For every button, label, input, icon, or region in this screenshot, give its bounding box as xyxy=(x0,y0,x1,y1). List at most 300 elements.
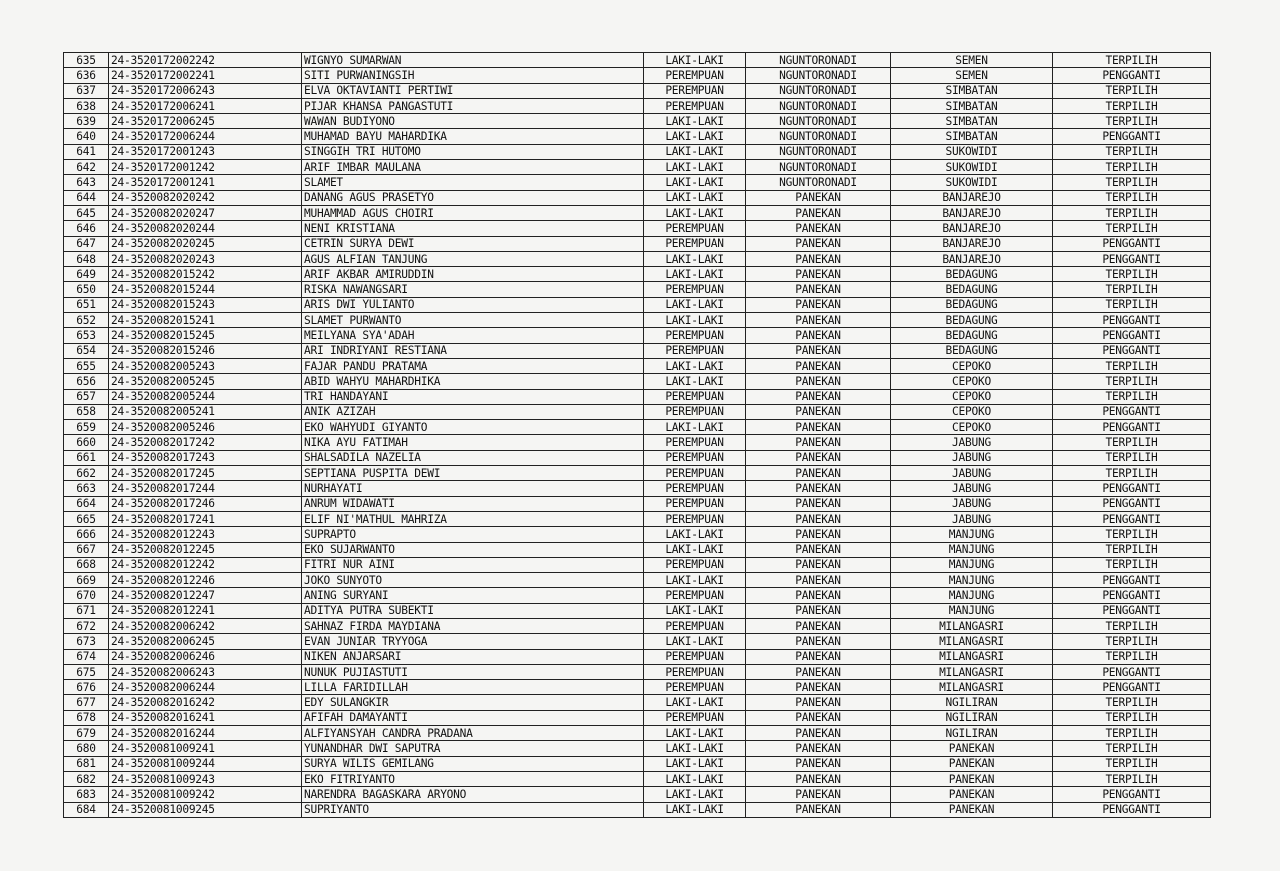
desa-cell: BEDAGUNG xyxy=(891,267,1053,282)
table-row xyxy=(64,420,1211,435)
row-number-cell: 676 xyxy=(64,680,109,695)
participant-name-cell: LILLA FARIDILLAH xyxy=(302,680,644,695)
selection-status-cell: TERPILIH xyxy=(1053,160,1211,175)
kecamatan-cell: NGUNTORONADI xyxy=(746,175,891,190)
gender-cell: LAKI-LAKI xyxy=(644,267,746,282)
gender-cell: PEREMPUAN xyxy=(644,588,746,603)
participant-name-cell: SUPRIYANTO xyxy=(302,802,644,817)
gender-cell: PEREMPUAN xyxy=(644,618,746,633)
participant-name-cell: NURHAYATI xyxy=(302,481,644,496)
desa-cell: BANJAREJO xyxy=(891,236,1053,251)
selection-status-cell: PENGGANTI xyxy=(1053,404,1211,419)
participant-id-cell: 24-3520172002241 xyxy=(109,68,302,83)
row-number-cell: 638 xyxy=(64,98,109,113)
participant-id-cell: 24-3520081009242 xyxy=(109,787,302,802)
selection-status-cell: TERPILIH xyxy=(1053,297,1211,312)
participant-id-cell: 24-3520082012247 xyxy=(109,588,302,603)
table-row xyxy=(64,114,1211,129)
participant-id-cell: 24-3520082006244 xyxy=(109,680,302,695)
table-row xyxy=(64,205,1211,220)
table-row xyxy=(64,175,1211,190)
row-number-cell: 650 xyxy=(64,282,109,297)
row-number-cell: 635 xyxy=(64,53,109,68)
kecamatan-cell: PANEKAN xyxy=(746,726,891,741)
selection-status-cell: TERPILIH xyxy=(1053,98,1211,113)
gender-cell: PEREMPUAN xyxy=(644,236,746,251)
gender-cell: LAKI-LAKI xyxy=(644,573,746,588)
desa-cell: MILANGASRI xyxy=(891,634,1053,649)
kecamatan-cell: PANEKAN xyxy=(746,603,891,618)
participant-id-cell: 24-3520082020242 xyxy=(109,190,302,205)
participant-name-cell: PIJAR KHANSA PANGASTUTI xyxy=(302,98,644,113)
participant-name-cell: ELIF NI'MATHUL MAHRIZA xyxy=(302,511,644,526)
participant-name-cell: FITRI NUR AINI xyxy=(302,557,644,572)
gender-cell: PEREMPUAN xyxy=(644,710,746,725)
table-row xyxy=(64,404,1211,419)
kecamatan-cell: NGUNTORONADI xyxy=(746,53,891,68)
gender-cell: PEREMPUAN xyxy=(644,389,746,404)
kecamatan-cell: NGUNTORONADI xyxy=(746,160,891,175)
participant-name-cell: NUNUK PUJIASTUTI xyxy=(302,664,644,679)
participant-name-cell: ADITYA PUTRA SUBEKTI xyxy=(302,603,644,618)
table-row xyxy=(64,527,1211,542)
table-row xyxy=(64,726,1211,741)
participant-name-cell: AFIFAH DAMAYANTI xyxy=(302,710,644,725)
participant-name-cell: AGUS ALFIAN TANJUNG xyxy=(302,251,644,266)
gender-cell: PEREMPUAN xyxy=(644,404,746,419)
table-row xyxy=(64,221,1211,236)
kecamatan-cell: PANEKAN xyxy=(746,343,891,358)
selection-status-cell: TERPILIH xyxy=(1053,374,1211,389)
gender-cell: PEREMPUAN xyxy=(644,450,746,465)
gender-cell: LAKI-LAKI xyxy=(644,297,746,312)
desa-cell: CEPOKO xyxy=(891,404,1053,419)
participant-name-cell: EVAN JUNIAR TRYYOGA xyxy=(302,634,644,649)
desa-cell: JABUNG xyxy=(891,435,1053,450)
participant-name-cell: SHALSADILA NAZELIA xyxy=(302,450,644,465)
gender-cell: LAKI-LAKI xyxy=(644,313,746,328)
participant-name-cell: EKO SUJARWANTO xyxy=(302,542,644,557)
desa-cell: BEDAGUNG xyxy=(891,328,1053,343)
kecamatan-cell: PANEKAN xyxy=(746,481,891,496)
participant-id-cell: 24-3520082012241 xyxy=(109,603,302,618)
participant-id-cell: 24-3520172002242 xyxy=(109,53,302,68)
row-number-cell: 644 xyxy=(64,190,109,205)
table-row xyxy=(64,680,1211,695)
gender-cell: PEREMPUAN xyxy=(644,496,746,511)
kecamatan-cell: PANEKAN xyxy=(746,618,891,633)
selection-status-cell: PENGGANTI xyxy=(1053,496,1211,511)
desa-cell: BANJAREJO xyxy=(891,251,1053,266)
gender-cell: LAKI-LAKI xyxy=(644,542,746,557)
kecamatan-cell: PANEKAN xyxy=(746,251,891,266)
desa-cell: SIMBATAN xyxy=(891,98,1053,113)
selection-status-cell: TERPILIH xyxy=(1053,358,1211,373)
row-number-cell: 677 xyxy=(64,695,109,710)
table-row xyxy=(64,466,1211,481)
row-number-cell: 664 xyxy=(64,496,109,511)
participant-id-cell: 24-3520172006244 xyxy=(109,129,302,144)
row-number-cell: 682 xyxy=(64,771,109,786)
row-number-cell: 656 xyxy=(64,374,109,389)
participant-name-cell: ARI INDRIYANI RESTIANA xyxy=(302,343,644,358)
participant-name-cell: EKO WAHYUDI GIYANTO xyxy=(302,420,644,435)
participant-id-cell: 24-3520082012245 xyxy=(109,542,302,557)
selection-status-cell: PENGGANTI xyxy=(1053,129,1211,144)
kecamatan-cell: PANEKAN xyxy=(746,297,891,312)
participant-id-cell: 24-3520082020244 xyxy=(109,221,302,236)
row-number-cell: 652 xyxy=(64,313,109,328)
participant-name-cell: ARIF IMBAR MAULANA xyxy=(302,160,644,175)
kecamatan-cell: NGUNTORONADI xyxy=(746,144,891,159)
kecamatan-cell: PANEKAN xyxy=(746,435,891,450)
table-row xyxy=(64,68,1211,83)
participant-name-cell: WAWAN BUDIYONO xyxy=(302,114,644,129)
participant-name-cell: NENI KRISTIANA xyxy=(302,221,644,236)
participant-id-cell: 24-3520082017246 xyxy=(109,496,302,511)
row-number-cell: 684 xyxy=(64,802,109,817)
selection-status-cell: TERPILIH xyxy=(1053,771,1211,786)
participant-id-cell: 24-3520082006242 xyxy=(109,618,302,633)
participant-id-cell: 24-3520081009244 xyxy=(109,756,302,771)
table-row xyxy=(64,190,1211,205)
selection-status-cell: TERPILIH xyxy=(1053,83,1211,98)
desa-cell: SIMBATAN xyxy=(891,129,1053,144)
row-number-cell: 671 xyxy=(64,603,109,618)
row-number-cell: 657 xyxy=(64,389,109,404)
kecamatan-cell: PANEKAN xyxy=(746,557,891,572)
participant-id-cell: 24-3520082006246 xyxy=(109,649,302,664)
row-number-cell: 679 xyxy=(64,726,109,741)
kecamatan-cell: PANEKAN xyxy=(746,802,891,817)
participant-id-cell: 24-3520172006241 xyxy=(109,98,302,113)
kecamatan-cell: NGUNTORONADI xyxy=(746,114,891,129)
kecamatan-cell: PANEKAN xyxy=(746,450,891,465)
kecamatan-cell: PANEKAN xyxy=(746,680,891,695)
gender-cell: LAKI-LAKI xyxy=(644,175,746,190)
participant-name-cell: YUNANDHAR DWI SAPUTRA xyxy=(302,741,644,756)
desa-cell: JABUNG xyxy=(891,511,1053,526)
participant-name-cell: WIGNYO SUMARWAN xyxy=(302,53,644,68)
desa-cell: SIMBATAN xyxy=(891,114,1053,129)
kecamatan-cell: NGUNTORONADI xyxy=(746,98,891,113)
table-row xyxy=(64,343,1211,358)
row-number-cell: 654 xyxy=(64,343,109,358)
participant-id-cell: 24-3520082015243 xyxy=(109,297,302,312)
kecamatan-cell: PANEKAN xyxy=(746,389,891,404)
participant-name-cell: ANRUM WIDAWATI xyxy=(302,496,644,511)
participant-id-cell: 24-3520082020245 xyxy=(109,236,302,251)
gender-cell: PEREMPUAN xyxy=(644,680,746,695)
selection-status-cell: TERPILIH xyxy=(1053,221,1211,236)
participant-id-cell: 24-3520082017242 xyxy=(109,435,302,450)
participant-id-cell: 24-3520082015244 xyxy=(109,282,302,297)
kecamatan-cell: NGUNTORONADI xyxy=(746,129,891,144)
desa-cell: BEDAGUNG xyxy=(891,313,1053,328)
gender-cell: LAKI-LAKI xyxy=(644,634,746,649)
gender-cell: LAKI-LAKI xyxy=(644,114,746,129)
gender-cell: LAKI-LAKI xyxy=(644,527,746,542)
kecamatan-cell: PANEKAN xyxy=(746,221,891,236)
participant-id-cell: 24-3520082012246 xyxy=(109,573,302,588)
participant-name-cell: NIKA AYU FATIMAH xyxy=(302,435,644,450)
gender-cell: PEREMPUAN xyxy=(644,511,746,526)
participant-name-cell: NARENDRA BAGASKARA ARYONO xyxy=(302,787,644,802)
desa-cell: JABUNG xyxy=(891,450,1053,465)
participant-id-cell: 24-3520172006245 xyxy=(109,114,302,129)
table-row xyxy=(64,389,1211,404)
table-row xyxy=(64,83,1211,98)
row-number-cell: 642 xyxy=(64,160,109,175)
desa-cell: MANJUNG xyxy=(891,573,1053,588)
desa-cell: CEPOKO xyxy=(891,374,1053,389)
table-body xyxy=(64,53,1211,818)
desa-cell: MILANGASRI xyxy=(891,680,1053,695)
row-number-cell: 645 xyxy=(64,205,109,220)
participant-name-cell: ABID WAHYU MAHARDHIKA xyxy=(302,374,644,389)
table-row xyxy=(64,297,1211,312)
kecamatan-cell: PANEKAN xyxy=(746,542,891,557)
row-number-cell: 674 xyxy=(64,649,109,664)
table-row xyxy=(64,542,1211,557)
row-number-cell: 667 xyxy=(64,542,109,557)
participant-name-cell: SEPTIANA PUSPITA DEWI xyxy=(302,466,644,481)
kecamatan-cell: PANEKAN xyxy=(746,267,891,282)
gender-cell: LAKI-LAKI xyxy=(644,160,746,175)
participant-name-cell: SLAMET PURWANTO xyxy=(302,313,644,328)
desa-cell: MILANGASRI xyxy=(891,664,1053,679)
selection-status-cell: PENGGANTI xyxy=(1053,511,1211,526)
selection-status-cell: PENGGANTI xyxy=(1053,68,1211,83)
desa-cell: NGILIRAN xyxy=(891,695,1053,710)
table-row xyxy=(64,53,1211,68)
desa-cell: SEMEN xyxy=(891,68,1053,83)
gender-cell: LAKI-LAKI xyxy=(644,420,746,435)
table-row xyxy=(64,618,1211,633)
participant-name-cell: ANIK AZIZAH xyxy=(302,404,644,419)
kecamatan-cell: PANEKAN xyxy=(746,313,891,328)
table-row xyxy=(64,756,1211,771)
desa-cell: PANEKAN xyxy=(891,756,1053,771)
participant-name-cell: TRI HANDAYANI xyxy=(302,389,644,404)
gender-cell: LAKI-LAKI xyxy=(644,374,746,389)
row-number-cell: 643 xyxy=(64,175,109,190)
kecamatan-cell: PANEKAN xyxy=(746,588,891,603)
table-row xyxy=(64,160,1211,175)
participant-name-cell: ALFIYANSYAH CANDRA PRADANA xyxy=(302,726,644,741)
row-number-cell: 678 xyxy=(64,710,109,725)
participant-id-cell: 24-3520082020247 xyxy=(109,205,302,220)
row-number-cell: 648 xyxy=(64,251,109,266)
table-row xyxy=(64,98,1211,113)
table-row xyxy=(64,435,1211,450)
selection-status-cell: TERPILIH xyxy=(1053,144,1211,159)
selection-status-cell: TERPILIH xyxy=(1053,741,1211,756)
participant-name-cell: SINGGIH TRI HUTOMO xyxy=(302,144,644,159)
kecamatan-cell: PANEKAN xyxy=(746,695,891,710)
participant-name-cell: ARIF AKBAR AMIRUDDIN xyxy=(302,267,644,282)
participant-id-cell: 24-3520082016241 xyxy=(109,710,302,725)
desa-cell: JABUNG xyxy=(891,466,1053,481)
desa-cell: CEPOKO xyxy=(891,358,1053,373)
desa-cell: BANJAREJO xyxy=(891,205,1053,220)
desa-cell: PANEKAN xyxy=(891,787,1053,802)
kecamatan-cell: PANEKAN xyxy=(746,511,891,526)
desa-cell: SIMBATAN xyxy=(891,83,1053,98)
table-row xyxy=(64,771,1211,786)
kecamatan-cell: NGUNTORONADI xyxy=(746,68,891,83)
desa-cell: PANEKAN xyxy=(891,802,1053,817)
selection-status-cell: TERPILIH xyxy=(1053,190,1211,205)
gender-cell: PEREMPUAN xyxy=(644,435,746,450)
table-row xyxy=(64,144,1211,159)
row-number-cell: 672 xyxy=(64,618,109,633)
table-row xyxy=(64,251,1211,266)
selection-status-cell: TERPILIH xyxy=(1053,282,1211,297)
selection-status-cell: PENGGANTI xyxy=(1053,680,1211,695)
selection-status-cell: TERPILIH xyxy=(1053,634,1211,649)
table-row xyxy=(64,450,1211,465)
table-row xyxy=(64,573,1211,588)
participant-id-cell: 24-3520082005244 xyxy=(109,389,302,404)
selection-status-cell: TERPILIH xyxy=(1053,726,1211,741)
desa-cell: MANJUNG xyxy=(891,603,1053,618)
desa-cell: MILANGASRI xyxy=(891,618,1053,633)
gender-cell: PEREMPUAN xyxy=(644,343,746,358)
table-row xyxy=(64,328,1211,343)
selection-status-cell: PENGGANTI xyxy=(1053,603,1211,618)
gender-cell: PEREMPUAN xyxy=(644,649,746,664)
row-number-cell: 670 xyxy=(64,588,109,603)
table-row xyxy=(64,557,1211,572)
selection-status-cell: PENGGANTI xyxy=(1053,251,1211,266)
kecamatan-cell: PANEKAN xyxy=(746,756,891,771)
participant-id-cell: 24-3520081009243 xyxy=(109,771,302,786)
kecamatan-cell: PANEKAN xyxy=(746,374,891,389)
participant-table xyxy=(63,52,1211,818)
table-row xyxy=(64,802,1211,817)
participant-id-cell: 24-3520082016242 xyxy=(109,695,302,710)
kecamatan-cell: PANEKAN xyxy=(746,404,891,419)
kecamatan-cell: NGUNTORONADI xyxy=(746,83,891,98)
gender-cell: LAKI-LAKI xyxy=(644,741,746,756)
gender-cell: PEREMPUAN xyxy=(644,466,746,481)
participant-id-cell: 24-3520082017243 xyxy=(109,450,302,465)
kecamatan-cell: PANEKAN xyxy=(746,282,891,297)
row-number-cell: 661 xyxy=(64,450,109,465)
kecamatan-cell: PANEKAN xyxy=(746,649,891,664)
participant-name-cell: RISKA NAWANGSARI xyxy=(302,282,644,297)
participant-name-cell: SITI PURWANINGSIH xyxy=(302,68,644,83)
row-number-cell: 665 xyxy=(64,511,109,526)
participant-name-cell: SUPRAPTO xyxy=(302,527,644,542)
gender-cell: PEREMPUAN xyxy=(644,481,746,496)
row-number-cell: 636 xyxy=(64,68,109,83)
desa-cell: BANJAREJO xyxy=(891,190,1053,205)
table-row xyxy=(64,481,1211,496)
participant-id-cell: 24-3520081009241 xyxy=(109,741,302,756)
participant-id-cell: 24-3520082016244 xyxy=(109,726,302,741)
participant-name-cell: NIKEN ANJARSARI xyxy=(302,649,644,664)
desa-cell: MANJUNG xyxy=(891,557,1053,572)
participant-id-cell: 24-3520082015241 xyxy=(109,313,302,328)
participant-id-cell: 24-3520082015245 xyxy=(109,328,302,343)
selection-status-cell: PENGGANTI xyxy=(1053,420,1211,435)
desa-cell: JABUNG xyxy=(891,481,1053,496)
selection-status-cell: TERPILIH xyxy=(1053,389,1211,404)
gender-cell: LAKI-LAKI xyxy=(644,251,746,266)
desa-cell: MANJUNG xyxy=(891,542,1053,557)
kecamatan-cell: PANEKAN xyxy=(746,496,891,511)
participant-name-cell: MUHAMMAD AGUS CHOIRI xyxy=(302,205,644,220)
desa-cell: BEDAGUNG xyxy=(891,282,1053,297)
row-number-cell: 640 xyxy=(64,129,109,144)
participant-id-cell: 24-3520082006245 xyxy=(109,634,302,649)
participant-id-cell: 24-3520082015242 xyxy=(109,267,302,282)
table-row xyxy=(64,588,1211,603)
participant-id-cell: 24-3520172001243 xyxy=(109,144,302,159)
gender-cell: PEREMPUAN xyxy=(644,68,746,83)
participant-name-cell: SAHNAZ FIRDA MAYDIANA xyxy=(302,618,644,633)
table-row xyxy=(64,236,1211,251)
table-row xyxy=(64,634,1211,649)
participant-id-cell: 24-3520082005241 xyxy=(109,404,302,419)
selection-status-cell: TERPILIH xyxy=(1053,618,1211,633)
table-row xyxy=(64,358,1211,373)
selection-status-cell: TERPILIH xyxy=(1053,435,1211,450)
participant-id-cell: 24-3520082017245 xyxy=(109,466,302,481)
kecamatan-cell: PANEKAN xyxy=(746,771,891,786)
kecamatan-cell: PANEKAN xyxy=(746,741,891,756)
selection-status-cell: TERPILIH xyxy=(1053,710,1211,725)
desa-cell: PANEKAN xyxy=(891,741,1053,756)
kecamatan-cell: PANEKAN xyxy=(746,420,891,435)
desa-cell: SUKOWIDI xyxy=(891,144,1053,159)
row-number-cell: 660 xyxy=(64,435,109,450)
selection-status-cell: TERPILIH xyxy=(1053,542,1211,557)
selection-status-cell: TERPILIH xyxy=(1053,205,1211,220)
participant-name-cell: FAJAR PANDU PRATAMA xyxy=(302,358,644,373)
gender-cell: PEREMPUAN xyxy=(644,328,746,343)
participant-name-cell: CETRIN SURYA DEWI xyxy=(302,236,644,251)
row-number-cell: 646 xyxy=(64,221,109,236)
table-row xyxy=(64,741,1211,756)
row-number-cell: 639 xyxy=(64,114,109,129)
gender-cell: PEREMPUAN xyxy=(644,664,746,679)
desa-cell: BEDAGUNG xyxy=(891,343,1053,358)
kecamatan-cell: PANEKAN xyxy=(746,634,891,649)
participant-id-cell: 24-3520081009245 xyxy=(109,802,302,817)
selection-status-cell: TERPILIH xyxy=(1053,649,1211,664)
selection-status-cell: TERPILIH xyxy=(1053,756,1211,771)
table-row xyxy=(64,695,1211,710)
row-number-cell: 641 xyxy=(64,144,109,159)
participant-name-cell: ELVA OKTAVIANTI PERTIWI xyxy=(302,83,644,98)
gender-cell: PEREMPUAN xyxy=(644,98,746,113)
table-row xyxy=(64,374,1211,389)
selection-status-cell: TERPILIH xyxy=(1053,114,1211,129)
participant-name-cell: SURYA WILIS GEMILANG xyxy=(302,756,644,771)
selection-status-cell: PENGGANTI xyxy=(1053,313,1211,328)
table-row xyxy=(64,664,1211,679)
participant-id-cell: 24-3520082005243 xyxy=(109,358,302,373)
gender-cell: LAKI-LAKI xyxy=(644,53,746,68)
gender-cell: LAKI-LAKI xyxy=(644,190,746,205)
desa-cell: BEDAGUNG xyxy=(891,297,1053,312)
desa-cell: PANEKAN xyxy=(891,771,1053,786)
selection-status-cell: TERPILIH xyxy=(1053,267,1211,282)
table-row xyxy=(64,603,1211,618)
